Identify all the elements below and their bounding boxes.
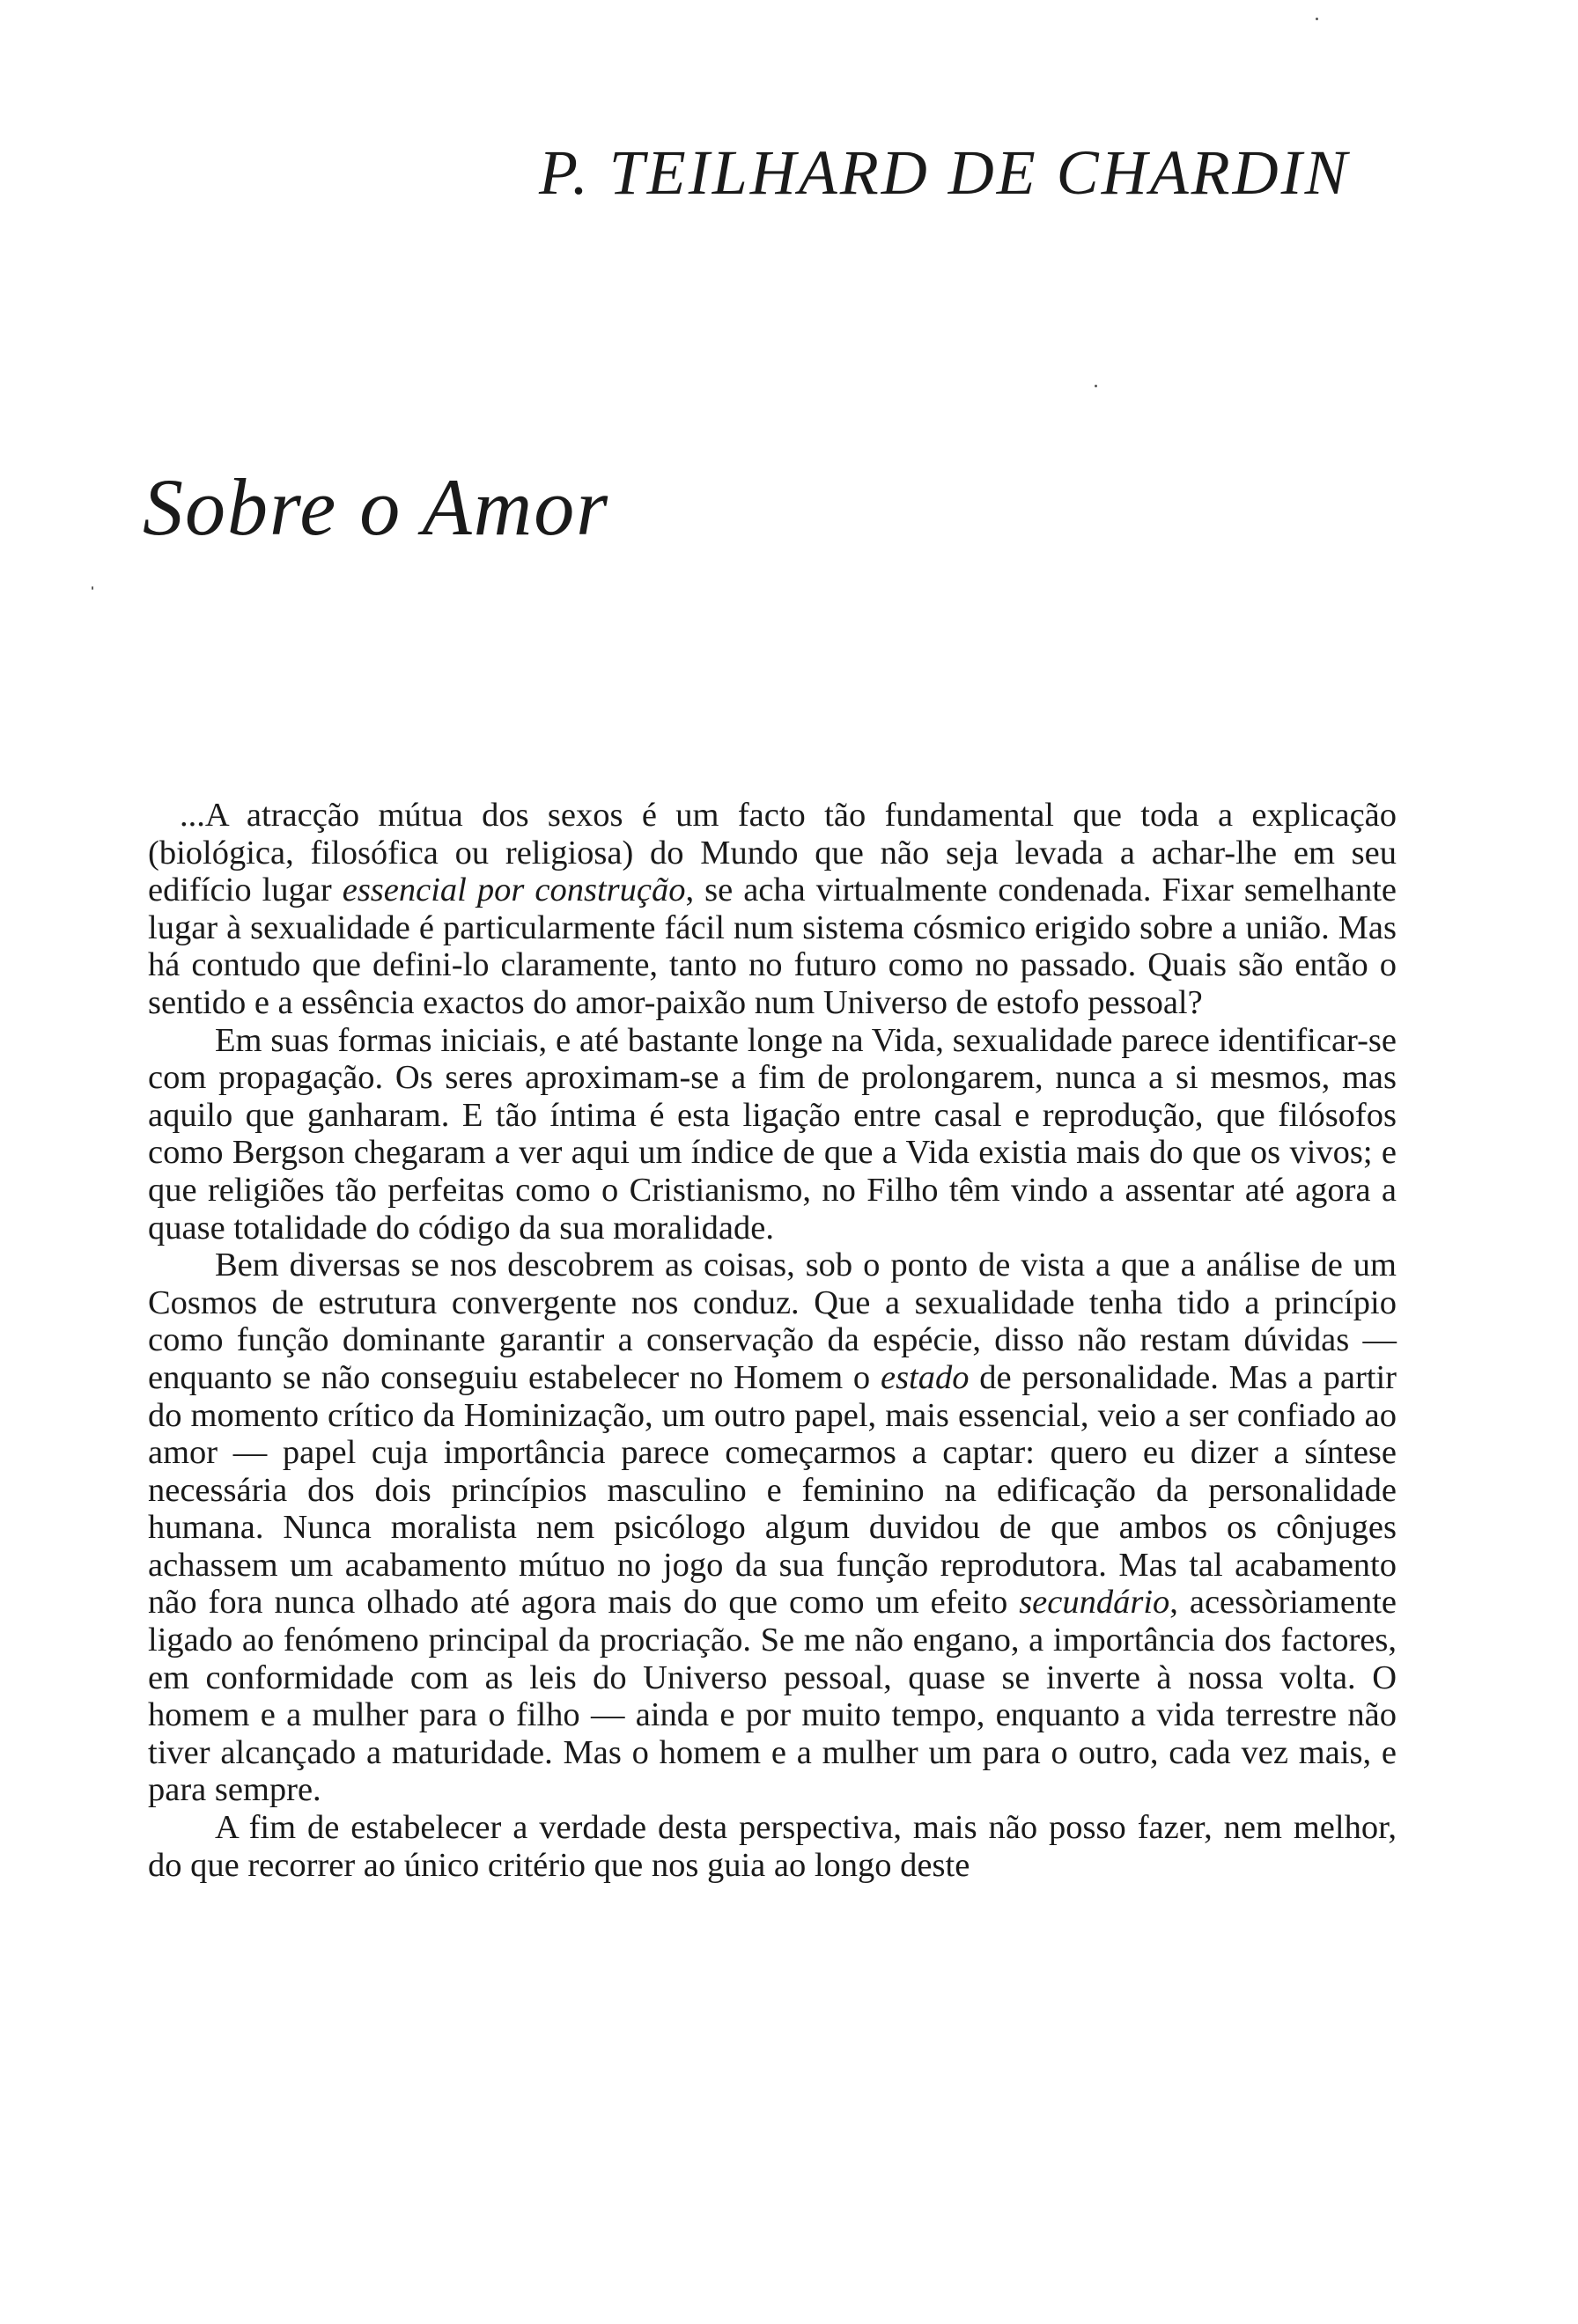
emphasis-run: secundário (1019, 1584, 1170, 1622)
text-run: Em suas formas iniciais, e até bastante longe na Vida, sexualidade parece identificar-se com propagação. Os seres aproximam-se a fim de prolongarem, nunca a si mesmos, mas aquilo que ganharam. E tão íntima é esta ligação entre casal e reprodução, que filósofos como Bergson chegaram a ver aqui um índice de que a Vida existia mais do que os vivos; e que religiões tão perfeitas como o Cristianismo, no Filho têm vindo a assentar até agora a quase totalidade do código da sua moralidade. (148, 1021, 1397, 1247)
paragraph (148, 797, 1397, 1022)
text-run: Bem diversas se nos descobrem as coisas, sob o ponto de vista a que a análise de um Cosmos de estrutura convergente nos conduz. Que a sexualidade tenha tido a princípio como função dominante garantir a conservação da espécie, disso não restam dúvidas — enquanto se não conseguiu estabelecer no Homem o (148, 1247, 1397, 1396)
text-run: , se acha virtualmente condenada. Fixar semelhante lugar à sexualidade é particularmente fácil num sistema cósmico erigido sobre a união. Mas há contudo que defini-lo claramente, tanto no futuro como no passado. Quais são então o sentido e a essência exactos do amor-paixão num Universo de estofo pessoal? (148, 872, 1397, 1021)
dust-speck (1316, 18, 1318, 20)
emphasis-run: essencial por construção (342, 872, 686, 909)
dust-speck (1095, 385, 1097, 387)
text-run: A fim de estabelecer a verdade desta perspectiva, mais não posso fazer, nem melhor, do que recorrer ao único critério que nos guia ao longo deste (148, 1809, 1397, 1884)
paragraph (148, 1247, 1397, 1809)
article-title: Sobre o Amor (143, 462, 609, 552)
text-run: , acessòriamente ligado ao fenómeno principal da procriação. Se me não engano, a importância dos factores, em conformidade com as leis do Universo pessoal, quase se inverte à nossa volta. O homem e a mulher para o filho — ainda e por muito tempo, enquanto a vida terrestre não tiver alcançado a maturidade. Mas o homem e a mulher um para o outro, cada vez mais, e para sempre. (148, 1584, 1397, 1809)
paragraph (148, 1809, 1397, 1884)
article-body (148, 797, 1397, 1884)
author-heading: P. TEILHARD DE CHARDIN (539, 137, 1350, 208)
dust-speck (92, 586, 93, 590)
text-run: ...A atracção mútua dos sexos é um facto tão fundamental que toda a explicação (biológica, filosófica ou religiosa) do Mundo que não seja levada a achar-lhe em seu edifício lugar (148, 797, 1397, 909)
emphasis-run: estado (880, 1358, 970, 1396)
paragraph (148, 1022, 1397, 1247)
text-run: de personalidade. Mas a partir do momento crítico da Hominização, um outro papel, mais essencial, veio a ser confiado ao amor — papel cuja importância parece começarmos a captar: quero eu dizer a síntese necessária dos dois princípios masculino e feminino na edificação da personalidade humana. Nunca moralista nem psicólogo algum duvidou de que ambos os cônjuges achassem um acabamento mútuo no jogo da sua função reprodutora. Mas tal acabamento não fora nunca olhado até agora mais do que como um efeito (148, 1358, 1397, 1622)
